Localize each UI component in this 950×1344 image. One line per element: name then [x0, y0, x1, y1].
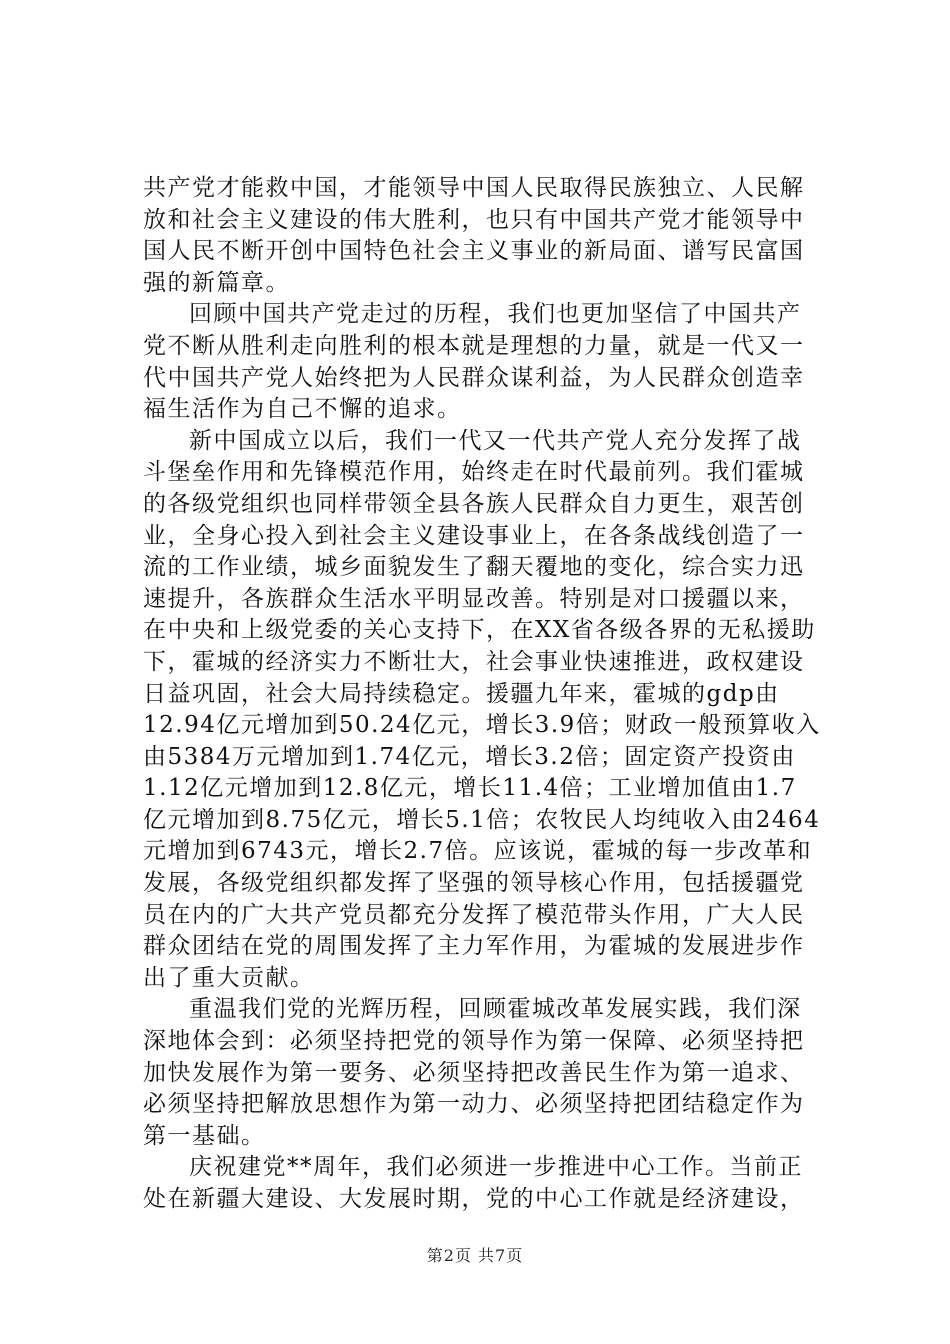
text-line: 出了重大贡献。	[143, 964, 315, 991]
text-line: 日益巩固，社会大局持续稳定。援疆九年来，霍城的gdp由	[143, 680, 780, 707]
text-line: 处在新疆大建设、大发展时期，党的中心工作就是经济建设，	[143, 1186, 805, 1212]
text-line: 员在内的广大共产党员都充分发挥了模范带头作用，广大人民	[143, 901, 805, 928]
text-line: 党不断从胜利走向胜利的根本就是理想的力量，就是一代又一	[143, 332, 805, 359]
body-text	[143, 173, 821, 1216]
text-line: 深地体会到：必须坚持把党的领导作为第一保障、必须坚持把	[143, 1028, 805, 1055]
text-line: 加快发展作为第一要务、必须坚持把改善民生作为第一追求、	[143, 1059, 805, 1086]
text-line: 斗堡垒作用和先锋模范作用，始终走在时代最前列。我们霍城	[143, 459, 805, 486]
text-line: 速提升，各族群众生活水平明显改善。特别是对口援疆以来，	[143, 585, 805, 612]
text-line: 发展，各级党组织都发挥了坚强的领导核心作用，包括援疆党	[143, 870, 805, 897]
paragraph-first-line: 回顾中国共产党走过的历程，我们也更加坚信了中国共产	[189, 301, 802, 328]
paragraph-first-line: 重温我们党的光辉历程，回顾霍城改革发展实践，我们深	[189, 996, 802, 1023]
text-line: 的各级党组织也同样带领全县各族人民群众自力更生，艰苦创	[143, 490, 805, 517]
text-line: 元增加到6743元，增长2.7倍。应该说，霍城的每一步改革和	[143, 838, 813, 865]
text-line: 共产党才能救中国，才能领导中国人民取得民族独立、人民解	[143, 175, 805, 201]
text-line: 第一基础。	[143, 1122, 266, 1149]
text-line: 国人民不断开创中国特色社会主义事业的新局面、谱写民富国	[143, 238, 805, 265]
text-line: 福生活作为自己不懈的追求。	[143, 396, 462, 423]
text-line: 必须坚持把解放思想作为第一动力、必须坚持把团结稳定作为	[143, 1091, 805, 1118]
text-line: 群众团结在党的周围发挥了主力军作用，为霍城的发展进步作	[143, 933, 805, 960]
text-line: 代中国共产党人始终把为人民群众谋利益，为人民群众创造幸	[143, 364, 805, 391]
paragraph-first-line: 庆祝建党**周年，我们必须进一步推进中心工作。当前正	[189, 1154, 803, 1181]
text-line: 亿元增加到8.75亿元，增长5.1倍；农牧民人均纯收入由2464	[143, 806, 821, 833]
text-line: 业，全身心投入到社会主义建设事业上，在各条战线创造了一	[143, 522, 805, 549]
text-line: 强的新篇章。	[143, 269, 290, 296]
text-line: 在中央和上级党委的关心支持下，在XX省各级各界的无私援助	[143, 617, 816, 644]
text-line: 1.12亿元增加到12.8亿元，增长11.4倍；工业增加值由1.7	[143, 775, 797, 802]
text-line: 下，霍城的经济实力不断壮大，社会事业快速推进，政权建设	[143, 648, 805, 675]
text-line: 放和社会主义建设的伟大胜利，也只有中国共产党才能领导中	[143, 206, 805, 233]
page-number-footer: 第2页 共7页	[426, 1246, 524, 1265]
paragraph-first-line: 新中国成立以后，我们一代又一代共产党人充分发挥了战	[189, 427, 802, 454]
text-line: 12.94亿元增加到50.24亿元，增长3.9倍；财政一般预算收入	[143, 712, 821, 739]
text-line: 流的工作业绩，城乡面貌发生了翻天覆地的变化，综合实力迅	[143, 554, 805, 581]
text-line: 由5384万元增加到1.74亿元，增长3.2倍；固定资产投资由	[143, 743, 796, 770]
